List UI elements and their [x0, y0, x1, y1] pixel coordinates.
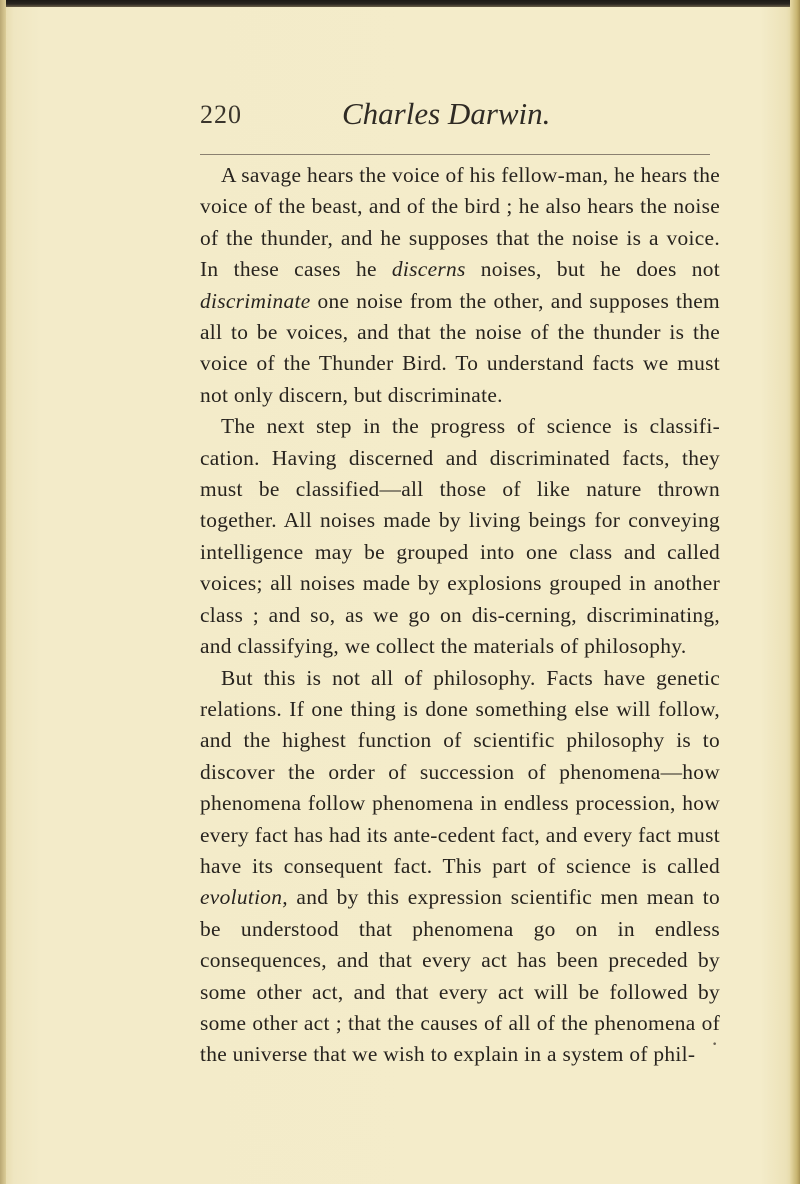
page-top-edge — [0, 0, 800, 7]
text-run: A savage hears the voice of his fellow-man, he hears the voice of the beast, and of the bird ; he also hears the noise of the thunder, and he supposes that the noise is a voice. In these cases he — [200, 163, 720, 282]
text-run: noises, but he does not — [465, 257, 720, 282]
italic-run: discerns — [391, 257, 466, 282]
text-run: The next step in the progress of science is classifi-cation. Having discerned and discriminated facts, they must be classified—all those of like nature thrown together. All noises made by living beings for conveying intelligence may be grouped into one class and called voices; all noises made by explosions grouped in another class ; and so, as we go on dis-cerning, discriminating, and classifying, we collect the materials of philosophy. — [200, 414, 720, 659]
paragraph — [200, 411, 720, 662]
ink-speck: • — [712, 1040, 718, 1050]
page-left-edge — [0, 0, 6, 1184]
page-right-edge — [790, 0, 800, 1184]
page-number: 220 — [200, 100, 242, 129]
text-run: But this is not all of philosophy. Facts have genetic relations. If one thing is done something else will follow, and the highest function of scientific philosophy is to discover the order of succession of phenomena—how phenomena follow phenomena in endless procession, how every fact has had its ante-cedent fact, and every fact must have its consequent fact. This part of science is called — [200, 665, 720, 878]
header-rule — [200, 154, 710, 155]
text-run: and by this expression scientific men mean to be understood that phenomena go on in endless consequences, and that every act has been preceded by some other act, and that every act will be followed by some other act ; that the causes of all of the phenomena of the universe that we wish to explain in a system of phil- — [200, 885, 720, 1067]
italic-run: discriminate — [200, 288, 311, 313]
paragraph — [200, 663, 720, 1071]
italic-run: evolution, — [200, 885, 288, 910]
running-head: Charles Darwin. — [342, 96, 551, 131]
body-text — [200, 160, 720, 1071]
text-run: one noise from the other, and supposes them all to be voices, and that the noise of the thunder is the voice of the Thunder Bird. To understand facts we must not only discern, but discriminate. — [200, 288, 720, 407]
page-header — [200, 96, 760, 140]
paragraph — [200, 160, 720, 411]
